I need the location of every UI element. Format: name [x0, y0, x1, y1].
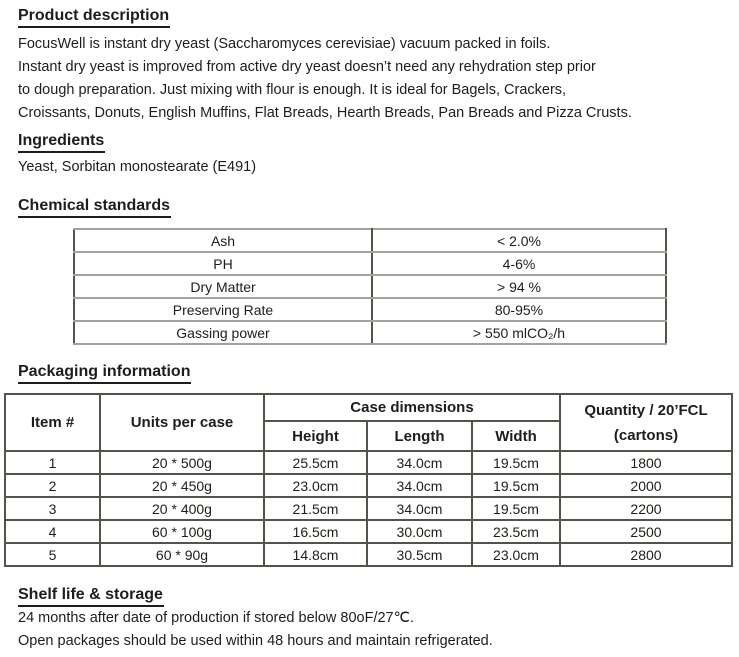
chemical-standards-table: [73, 228, 667, 345]
packaging-cell-units: 20 * 450g: [100, 474, 264, 497]
packaging-cell-length: 30.0cm: [367, 520, 472, 543]
col-header-units-per-case: Units per case: [100, 394, 264, 451]
packaging-row: [5, 543, 732, 566]
col-header-width: Width: [472, 421, 560, 451]
packaging-cell-item: 3: [5, 497, 100, 520]
chemical-row: [74, 252, 666, 275]
chemical-value-cell: > 94 %: [372, 275, 666, 298]
chemical-property-cell: Preserving Rate: [74, 298, 372, 321]
chemical-property-cell: Ash: [74, 229, 372, 252]
product-description-paragraph: [18, 33, 729, 125]
shelf-life-text: [18, 607, 729, 653]
packaging-cell-units: 60 * 100g: [100, 520, 264, 543]
chemical-row: [74, 298, 666, 321]
quantity-header-line1: Quantity / 20’FCL: [584, 401, 708, 419]
col-header-quantity-fcl: [560, 394, 732, 451]
section-chemical-standards: [18, 196, 739, 218]
packaging-cell-length: 34.0cm: [367, 451, 472, 474]
shelf-life-line: 24 months after date of production if stored below 80oF/27℃.: [18, 610, 414, 626]
chemical-row: [74, 275, 666, 298]
packaging-cell-item: 2: [5, 474, 100, 497]
packaging-cell-length: 34.0cm: [367, 497, 472, 520]
shelf-life-line: Open packages should be used within 48 hours and maintain refrigerated.: [18, 633, 493, 649]
section-heading-chemical-standards: Chemical standards: [18, 196, 171, 218]
chemical-value-cell: > 550 mlCO₂/h: [372, 321, 666, 344]
packaging-cell-width: 19.5cm: [472, 474, 560, 497]
paragraph-line: FocusWell is instant dry yeast (Saccharomyces cerevisiae) vacuum packed in foils.: [18, 36, 551, 52]
packaging-cell-width: 19.5cm: [472, 451, 560, 474]
packaging-cell-height: 14.8cm: [264, 543, 367, 566]
packaging-table: [4, 393, 733, 567]
packaging-cell-item: 4: [5, 520, 100, 543]
chemical-property-cell: Dry Matter: [74, 275, 372, 298]
section-heading-shelf-life: Shelf life & storage: [18, 585, 164, 607]
packaging-row: [5, 474, 732, 497]
col-header-height: Height: [264, 421, 367, 451]
ingredients-text: Yeast, Sorbitan monostearate (E491): [18, 159, 257, 175]
packaging-cell-width: 23.0cm: [472, 543, 560, 566]
packaging-cell-quantity: 1800: [560, 451, 732, 474]
col-header-case-dimensions: Case dimensions: [264, 394, 560, 421]
chemical-property-cell: Gassing power: [74, 321, 372, 344]
section-shelf-life: [18, 585, 739, 607]
packaging-row: [5, 520, 732, 543]
packaging-cell-height: 23.0cm: [264, 474, 367, 497]
packaging-cell-item: 1: [5, 451, 100, 474]
chemical-value-cell: 80-95%: [372, 298, 666, 321]
packaging-cell-width: 23.5cm: [472, 520, 560, 543]
section-product-description: [18, 6, 739, 28]
packaging-cell-quantity: 2200: [560, 497, 732, 520]
col-header-item: Item #: [5, 394, 100, 451]
packaging-cell-quantity: 2000: [560, 474, 732, 497]
chemical-value-cell: < 2.0%: [372, 229, 666, 252]
chemical-property-cell: PH: [74, 252, 372, 275]
section-packaging-information: [18, 362, 739, 384]
chemical-row: [74, 229, 666, 252]
packaging-row: [5, 497, 732, 520]
packaging-cell-item: 5: [5, 543, 100, 566]
document-page: [0, 6, 739, 653]
paragraph-line: Croissants, Donuts, English Muffins, Flat Breads, Hearth Breads, Pan Breads and Pizza Crusts.: [18, 105, 632, 121]
quantity-header-line2: (cartons): [613, 426, 679, 444]
section-ingredients: [18, 131, 739, 153]
packaging-cell-units: 60 * 90g: [100, 543, 264, 566]
chemical-value-cell: 4-6%: [372, 252, 666, 275]
packaging-cell-quantity: 2800: [560, 543, 732, 566]
col-header-length: Length: [367, 421, 472, 451]
packaging-cell-length: 30.5cm: [367, 543, 472, 566]
paragraph-line: to dough preparation. Just mixing with flour is enough. It is ideal for Bagels, Crackers,: [18, 82, 567, 98]
packaging-cell-units: 20 * 500g: [100, 451, 264, 474]
packaging-cell-length: 34.0cm: [367, 474, 472, 497]
packaging-cell-height: 21.5cm: [264, 497, 367, 520]
packaging-row: [5, 451, 732, 474]
packaging-cell-width: 19.5cm: [472, 497, 560, 520]
packaging-cell-quantity: 2500: [560, 520, 732, 543]
section-heading-packaging-information: Packaging information: [18, 362, 191, 384]
section-heading-product-description: Product description: [18, 6, 170, 28]
packaging-header-row: [5, 394, 732, 421]
packaging-cell-height: 25.5cm: [264, 451, 367, 474]
packaging-cell-height: 16.5cm: [264, 520, 367, 543]
packaging-cell-units: 20 * 400g: [100, 497, 264, 520]
chemical-row: [74, 321, 666, 344]
section-heading-ingredients: Ingredients: [18, 131, 105, 153]
paragraph-line: Instant dry yeast is improved from active dry yeast doesn’t need any rehydration step prior: [18, 59, 596, 75]
